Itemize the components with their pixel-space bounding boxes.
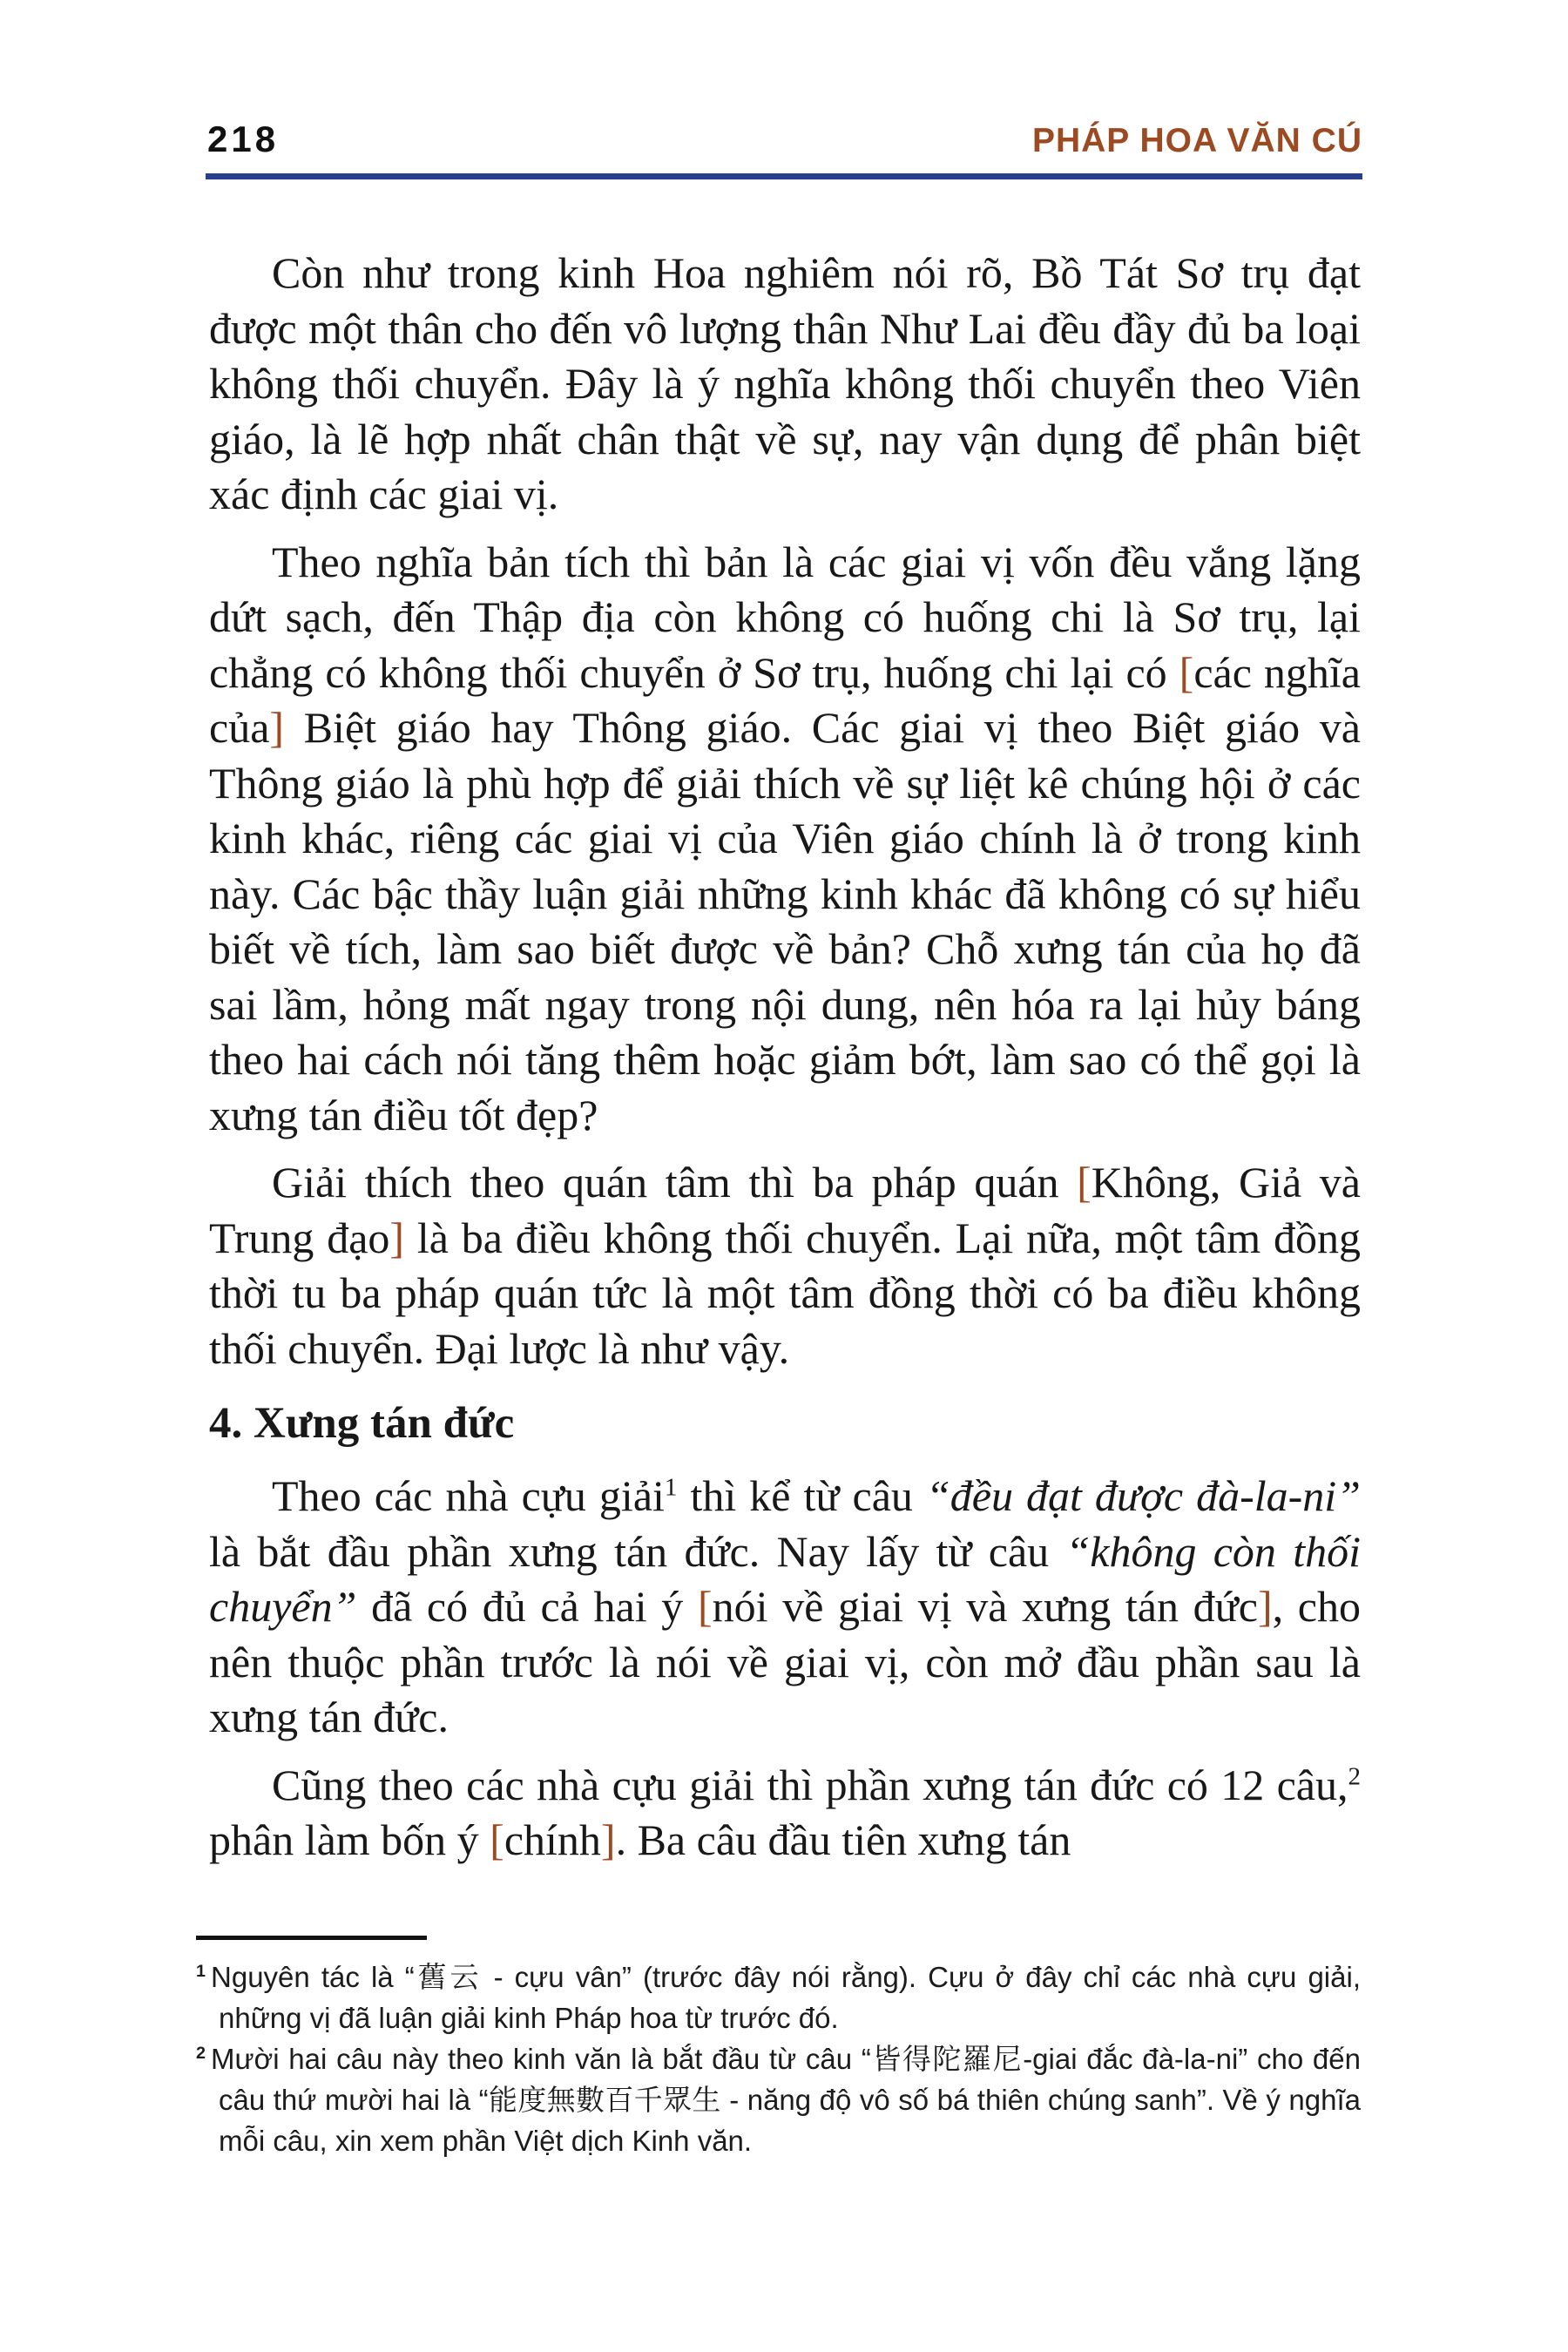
editorial-bracket: ]	[600, 1815, 616, 1864]
text-run: Còn như trong kinh Hoa nghiêm nói rõ, Bồ Tát Sơ trụ đạt được một thân cho đến vô lượng thân Như Lai đều đầy đủ ba loại không thối chuyển. Đây là ý nghĩa không thối chuyển theo Viên giáo, là lẽ hợp nhất chân thật về sự, nay vận dụng để phân biệt xác định các giai vị.	[209, 248, 1361, 518]
text-run: 4. Xưng tán đức	[209, 1399, 515, 1448]
text-run: phân làm bốn ý	[209, 1815, 490, 1864]
footnote-reference: 2	[1348, 1761, 1361, 1790]
paragraph	[209, 1155, 1361, 1376]
editorial-bracket: [	[1179, 647, 1194, 697]
running-header	[207, 118, 1362, 160]
footnote	[196, 1957, 1361, 2038]
editorial-bracket: [	[697, 1582, 713, 1631]
text-run: Biệt giáo hay Thông giáo. Các giai vị theo Biệt giáo và Thông giáo là phù hợp để giải thích về sự liệt kê chúng hội ở các kinh khác, riêng các giai vị của Viên giáo chính là ở trong kinh này. Các bậc thầy luận giải những kinh khác đã không có sự hiểu biết về tích, làm sao biết được về bản? Chỗ xưng tán của họ đã sai lầm, hỏng mất ngay trong nội dung, nên hóa ra lại hủy báng theo hai cách nói tăng thêm hoặc giảm bớt, làm sao có thể gọi là xưng tán điều tốt đẹp?	[209, 703, 1361, 1139]
footnote-text: Nguyên tác là “舊云 - cựu vân” (trước đây nói rằng). Cựu ở đây chỉ các nhà cựu giải, những vị đã luận giải kinh Pháp hoa từ trước đó.	[211, 1961, 1361, 2034]
page-number: 218	[207, 118, 280, 159]
text-run: chính	[504, 1815, 601, 1864]
running-title: PHÁP HOA VĂN CÚ	[1031, 122, 1362, 159]
footnote	[196, 2038, 1361, 2161]
editorial-bracket: ]	[389, 1213, 405, 1262]
text-run: Giải thích theo quán tâm thì ba pháp quán	[272, 1158, 1078, 1206]
editorial-bracket: [	[1077, 1158, 1092, 1206]
text-run: “đều đạt được đà-la-ni”	[925, 1471, 1361, 1520]
footnote-separator	[196, 1936, 427, 1940]
text-run: Theo các nhà cựu giải	[272, 1471, 665, 1520]
editorial-bracket: ]	[269, 703, 285, 752]
body-text	[209, 246, 1361, 1881]
text-run: nói về giai vị và xưng tán đức	[712, 1582, 1258, 1631]
text-run: là bắt đầu phần xưng tán đức. Nay lấy từ câu	[209, 1526, 1066, 1576]
text-run: Không, Giả và Trung đạo	[209, 1158, 1362, 1262]
text-run: “không còn thối chuyển”	[209, 1526, 1361, 1631]
footnote-marker: 1	[196, 1962, 206, 1981]
text-run: Theo nghĩa bản tích thì bản là các giai vị vốn đều vắng lặng dứt sạch, đến Thập địa còn không có huống chi là Sơ trụ, lại chẳng có không thối chuyển ở Sơ trụ, huống chi lại có	[209, 537, 1361, 697]
text-run: các nghĩa của	[209, 647, 1361, 752]
text-run: là ba điều không thối chuyển. Lại nữa, một tâm đồng thời tu ba pháp quán tức là một tâm đồng thời có ba điều không thối chuyển. Đại lược là như vậy.	[209, 1213, 1361, 1373]
footnotes	[196, 1957, 1361, 2161]
text-run: thì kể từ câu	[677, 1471, 926, 1520]
header-rule	[206, 173, 1362, 179]
text-run: . Ba câu đầu tiên xưng tán	[615, 1815, 1071, 1864]
paragraph	[209, 1469, 1361, 1746]
editorial-bracket: [	[490, 1815, 504, 1864]
text-run: , cho nên thuộc phần trước là nói về giai vị, còn mở đầu phần sau là xưng tán đức.	[209, 1582, 1361, 1741]
paragraph	[209, 535, 1361, 1144]
section-heading	[209, 1396, 1361, 1451]
paragraph	[209, 246, 1361, 523]
footnote-text: Mười hai câu này theo kinh văn là bắt đầu từ câu “皆得陀羅尼-giai đắc đà-la-ni” cho đến câu thứ mười hai là “能度無數百千眾生 - năng độ vô số bá thiên chúng sanh”. Về ý nghĩa mỗi câu, xin xem phần Việt dịch Kinh văn.	[211, 2043, 1361, 2157]
footnote-marker: 2	[196, 2044, 206, 2063]
footnote-reference: 1	[664, 1473, 678, 1502]
editorial-bracket: ]	[1257, 1582, 1273, 1631]
text-run: đã có đủ cả hai ý	[356, 1582, 698, 1631]
text-run: Cũng theo các nhà cựu giải thì phần xưng tán đức có 12 câu,	[272, 1760, 1348, 1809]
paragraph	[209, 1758, 1361, 1869]
